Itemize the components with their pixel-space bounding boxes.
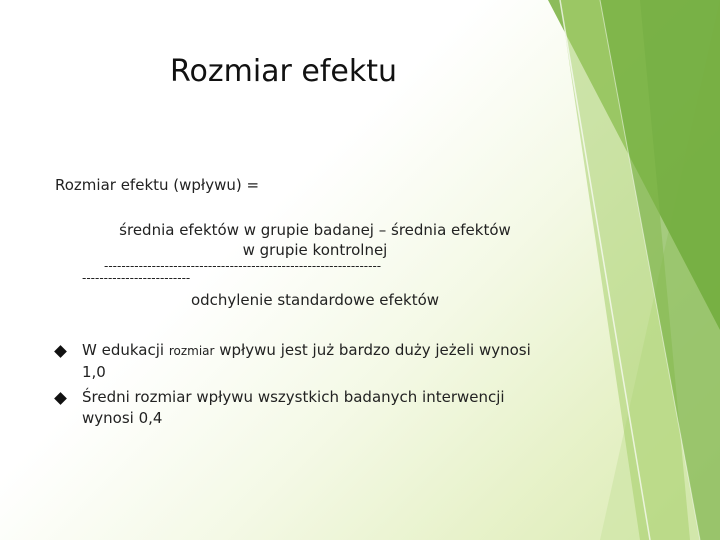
bullet-text: Średni rozmiar wpływu wszystkich badanych interwencji wynosi 0,4 bbox=[82, 388, 505, 427]
formula-denominator: odchylenie standardowe efektów bbox=[190, 291, 440, 309]
diamond-bullet-icon bbox=[54, 345, 67, 358]
formula-divider-line1: ---------------------------------------------------------------- bbox=[104, 259, 382, 273]
bullet-text-part: wpływu jest już bardzo duży jeżeli wynosi 1,0 bbox=[82, 341, 531, 381]
bullet-list bbox=[52, 340, 552, 433]
formula-intro: Rozmiar efektu (wpływu) = bbox=[55, 176, 260, 194]
formula-numerator-line1: średnia efektów w grupie badanej – średnia efektów bbox=[119, 221, 511, 239]
bullet-text-small: rozmiar bbox=[168, 344, 215, 358]
list-item bbox=[52, 340, 552, 383]
slide-title: Rozmiar efektu bbox=[170, 54, 398, 89]
formula-numerator-line2: w grupie kontrolnej bbox=[242, 241, 388, 259]
list-item bbox=[52, 387, 552, 429]
effect-size-formula bbox=[80, 220, 560, 312]
diamond-bullet-icon bbox=[54, 392, 67, 405]
bullet-text-part: W edukacji bbox=[82, 341, 169, 359]
formula-divider-line2: ------------------------- bbox=[82, 271, 191, 285]
